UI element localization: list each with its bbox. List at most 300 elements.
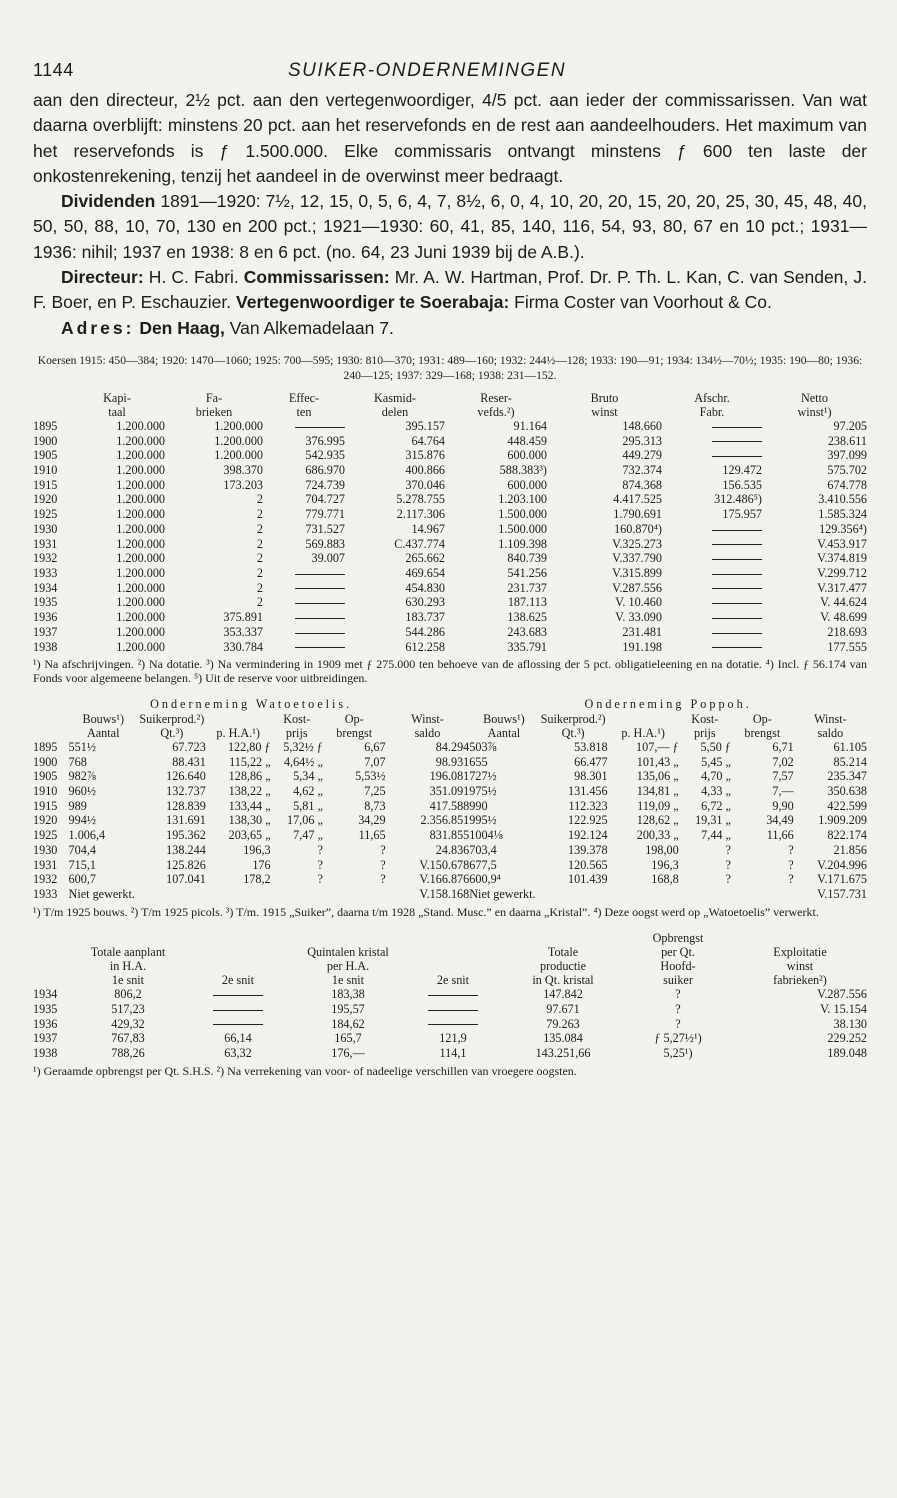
data-cell: 115,22 „ — [229, 754, 271, 769]
dash-mark — [295, 588, 345, 589]
table-row — [33, 858, 867, 873]
column-header: Op- — [344, 711, 364, 726]
data-cell — [263, 595, 345, 610]
data-cell: 14.967 — [411, 521, 445, 536]
data-cell — [662, 537, 762, 552]
column-header: Op- — [752, 711, 772, 726]
production-table — [33, 931, 867, 1061]
table-row — [33, 843, 867, 858]
table-row — [33, 492, 867, 507]
year-cell: 1925 — [33, 828, 58, 843]
data-cell: 238.611 — [827, 433, 867, 448]
column-header: Kost- — [283, 711, 311, 726]
column-header: brieken — [195, 404, 233, 419]
data-cell: 1.500.000 — [498, 521, 547, 536]
data-cell: V.171.675 — [817, 872, 867, 887]
data-cell: 2 — [256, 580, 263, 595]
data-cell: 541.256 — [507, 566, 547, 580]
table-row — [33, 566, 867, 581]
data-cell: 5.278.755 — [396, 492, 445, 507]
year-cell: 1931 — [33, 857, 58, 872]
data-cell: 1.109.398 — [498, 536, 547, 551]
data-cell: 5,45 „ — [701, 754, 731, 769]
data-cell: 398.370 — [223, 463, 263, 478]
data-cell: 600.000 — [507, 448, 547, 463]
data-cell: 196,3 — [651, 857, 679, 872]
data-cell — [662, 610, 762, 625]
dash-mark — [295, 647, 345, 648]
table-row — [33, 581, 867, 596]
column-header: Suikerprod.²) — [139, 711, 205, 726]
data-cell: 4,64½ „ — [283, 754, 323, 769]
data-cell: V. 10.460 — [615, 595, 662, 610]
column-header: productie — [539, 959, 587, 974]
data-cell: ? — [725, 857, 731, 872]
data-cell: 1.203.100 — [498, 492, 547, 507]
data-cell: 129.472 — [722, 463, 762, 478]
data-cell: 400.866 — [405, 463, 445, 478]
dash-mark — [712, 603, 762, 604]
data-cell: 147.842 — [543, 987, 583, 1002]
year-cell: 1932 — [33, 872, 58, 887]
data-cell — [608, 887, 679, 902]
data-cell: 128,86 „ — [228, 769, 271, 784]
data-cell: V.150.678 — [419, 857, 470, 872]
column-header: Fabr. — [699, 404, 725, 419]
table-row — [33, 1046, 867, 1061]
data-cell: 295.313 — [622, 433, 662, 448]
dash-mark — [295, 633, 345, 634]
data-cell: 544.286 — [405, 624, 445, 639]
header-row — [33, 405, 867, 419]
data-cell: 85.214 — [833, 754, 867, 769]
year-cell: 1935 — [33, 595, 58, 610]
year-cell: 1934 — [33, 580, 58, 595]
data-cell: 122.925 — [568, 813, 608, 828]
data-cell: 4,33 „ — [701, 784, 731, 799]
dash-mark — [295, 603, 345, 604]
column-header — [403, 931, 503, 945]
data-cell — [263, 625, 345, 640]
data-cell: 715,1 — [68, 857, 96, 872]
dash-mark — [712, 456, 762, 457]
column-header: Kapi- — [103, 390, 131, 405]
data-cell: 731.527 — [305, 521, 345, 536]
header-row — [33, 945, 867, 959]
data-cell: 229.252 — [827, 1031, 867, 1046]
data-cell: 114,1 — [439, 1045, 467, 1060]
table-row — [33, 478, 867, 493]
data-cell: ? — [317, 857, 323, 872]
data-cell: 235.347 — [827, 769, 867, 784]
data-cell: 449.279 — [622, 448, 662, 463]
data-cell: 1.200.000 — [214, 418, 263, 433]
data-cell: ? — [725, 842, 731, 857]
data-cell: 101,43 „ — [636, 754, 679, 769]
data-cell — [138, 887, 206, 902]
column-header — [33, 712, 69, 726]
column-header: Effec- — [288, 390, 320, 405]
data-cell: 97.671 — [546, 1001, 580, 1016]
data-cell: 265.662 — [405, 551, 445, 566]
data-cell: 66.477 — [574, 754, 608, 769]
column-header: Bouws¹) — [82, 711, 125, 726]
director-label: Directeur: — [61, 267, 144, 288]
data-cell — [403, 987, 503, 1002]
data-cell: ? — [380, 872, 386, 887]
header-row — [33, 931, 867, 945]
year-cell: 1935 — [33, 1001, 58, 1016]
data-cell: 107.041 — [166, 872, 206, 887]
data-cell: 994½ — [68, 813, 96, 828]
data-cell — [183, 1017, 293, 1032]
year-cell: 1936 — [33, 1016, 58, 1031]
year-cell: 1920 — [33, 813, 58, 828]
data-cell: 195,57 — [331, 1001, 365, 1016]
data-cell: 375.891 — [223, 610, 263, 625]
data-cell: 183,38 — [331, 987, 365, 1002]
column-header: Hoofd- — [660, 959, 696, 974]
paragraph-directors — [33, 265, 867, 316]
column-header: p. H.A.¹) — [621, 725, 665, 740]
data-cell: 703,4 — [469, 842, 497, 857]
header-row — [33, 959, 867, 973]
data-cell: 806,2 — [114, 987, 142, 1002]
column-header: Qt.³) — [561, 725, 585, 740]
dash-mark — [428, 1024, 478, 1025]
data-cell: 727½ — [469, 769, 497, 784]
column-header — [33, 959, 73, 973]
year-cell: 1925 — [33, 507, 58, 522]
table-row — [33, 799, 867, 814]
year-cell: 1900 — [33, 754, 58, 769]
data-cell: 6,67 — [364, 739, 386, 754]
data-cell: 1.200.000 — [116, 595, 165, 610]
data-cell — [323, 887, 386, 902]
dash-mark — [213, 1010, 263, 1011]
column-header: Kasmid- — [374, 390, 416, 405]
data-cell: 128,62 „ — [636, 813, 679, 828]
data-cell — [263, 419, 345, 434]
data-cell — [662, 419, 762, 434]
data-cell: V.453.917 — [817, 536, 867, 551]
data-cell: 97.205 — [833, 418, 867, 433]
data-cell: 122,80 ƒ — [227, 739, 271, 754]
data-cell — [539, 887, 608, 902]
data-cell: 183.737 — [405, 610, 445, 625]
data-cell: 1.200.000 — [116, 507, 165, 522]
column-header: ten — [296, 404, 312, 419]
data-cell — [662, 625, 762, 640]
header-row — [33, 712, 867, 726]
data-cell: 960½ — [68, 784, 96, 799]
data-cell: 503⅞ — [469, 739, 497, 754]
address-city: Den Haag, — [139, 317, 225, 338]
data-cell: 9,90 — [772, 798, 794, 813]
data-cell: 569.883 — [305, 536, 345, 551]
data-cell: 2 — [256, 507, 263, 522]
column-header: Bouws¹) — [483, 711, 525, 726]
data-cell: 1.500.000 — [498, 507, 547, 522]
data-cell: 3.410.556 — [818, 492, 867, 507]
data-cell: 315.876 — [405, 448, 445, 463]
data-cell: 64.764 — [411, 433, 445, 448]
column-header — [293, 931, 403, 945]
data-cell: 686.970 — [305, 463, 345, 478]
column-header — [206, 712, 271, 726]
stock-prices: Koersen 1915: 450—384; 1920: 1470—1060; 1925: 700—595; 1930: 810—370; 1931: 489—160; 1932: 244½—128; 1933: 190—91; 1934: 134½—70½; 1935: 190—80; 1936: 240—125; 1937: 329—168; 1938: 231—152. — [37, 353, 863, 382]
dash-mark — [712, 441, 762, 442]
data-cell: 779.771 — [305, 507, 345, 522]
data-cell: 5,34 „ — [293, 769, 323, 784]
column-header: Aantal — [487, 725, 521, 740]
table-row — [33, 463, 867, 478]
data-cell: 1.200.000 — [116, 433, 165, 448]
data-cell: 1004⅛ — [469, 828, 503, 843]
data-cell: 38.130 — [833, 1016, 867, 1031]
data-cell: 196,3 — [243, 842, 271, 857]
column-header: saldo — [817, 725, 844, 740]
data-cell — [183, 987, 293, 1002]
table-row — [33, 1031, 867, 1046]
dash-mark — [295, 427, 345, 428]
data-cell: ? — [725, 872, 731, 887]
column-header — [73, 931, 183, 945]
year-cell: 1910 — [33, 784, 58, 799]
data-cell: 189.048 — [827, 1045, 867, 1060]
header-row — [33, 726, 867, 740]
data-cell: ? — [380, 857, 386, 872]
table-row — [33, 784, 867, 799]
column-header: Totale aanplant — [90, 945, 166, 960]
paragraph-statutes: aan den directeur, 2½ pct. aan den vertegenwoordiger, 4/5 pct. aan ieder der commissarissen. Van wat daarna overblijft: minstens 20 pct. aan het reservefonds en de rest aan aandeelhouders. Het maximum van het reservefonds is ƒ 1.500.000. Elke commissaris ontvangt minstens ƒ 600 ten laste der onkostenrekening, tenzij het aandeel in de overwinst meer bedraagt. — [33, 90, 867, 186]
data-cell — [263, 566, 345, 581]
column-header: Winst- — [411, 711, 444, 726]
data-cell: 469.654 — [405, 566, 445, 580]
data-cell: 5,53½ — [355, 769, 386, 784]
section-title-left: Onderneming Watoetoelis. — [150, 697, 353, 712]
column-header: Totale — [547, 945, 579, 960]
data-cell — [662, 448, 762, 463]
paragraph-address — [33, 316, 867, 341]
table-row — [33, 755, 867, 770]
dash-mark — [213, 995, 263, 996]
data-cell: V.287.556 — [817, 987, 867, 1002]
column-header: Netto — [800, 390, 829, 405]
column-header: in Qt. kristal — [532, 973, 594, 988]
data-cell: V.158.168 — [419, 886, 470, 901]
data-cell: 612.258 — [405, 639, 445, 654]
data-cell — [662, 595, 762, 610]
data-cell: 218.693 — [827, 624, 867, 639]
table-title-row — [33, 697, 867, 712]
data-cell: 4.417.525 — [613, 492, 662, 507]
year-cell: 1931 — [33, 536, 58, 551]
column-header: Opbrengst — [652, 931, 704, 946]
data-cell: 135,06 „ — [636, 769, 679, 784]
data-cell: 176,— — [331, 1045, 365, 1060]
data-cell: 139.378 — [568, 842, 608, 857]
data-cell: 454.830 — [405, 580, 445, 595]
column-header: prijs — [694, 725, 716, 740]
data-cell: 397.099 — [827, 448, 867, 463]
commissioners-label: Commissarissen: — [243, 267, 390, 288]
data-cell: 1.790.691 — [613, 507, 662, 522]
address-text: Van Alkemadelaan 7. — [224, 317, 394, 338]
data-cell: 1.200.000 — [116, 624, 165, 639]
year-cell: 1938 — [33, 639, 58, 654]
data-cell: 200,33 „ — [636, 828, 679, 843]
data-cell: 178,2 — [243, 872, 271, 887]
data-cell: 138.625 — [507, 610, 547, 625]
data-cell: 148.660 — [622, 418, 662, 433]
data-cell: 67.723 — [172, 739, 206, 754]
table-row — [33, 537, 867, 552]
data-cell: 542.935 — [305, 448, 345, 463]
data-cell: 126.640 — [166, 769, 206, 784]
data-cell: 575.702 — [827, 463, 867, 478]
dash-mark — [712, 588, 762, 589]
year-cell: 1915 — [33, 477, 58, 492]
year-cell: 1915 — [33, 798, 58, 813]
data-cell: 2 — [256, 492, 263, 507]
data-cell: 53.818 — [574, 739, 608, 754]
section-title-right: Onderneming Poppoh. — [584, 697, 752, 712]
dash-mark — [428, 1010, 478, 1011]
column-header: 1e snit — [331, 973, 365, 988]
data-cell: 975½ — [469, 784, 497, 799]
data-cell — [263, 640, 345, 655]
data-cell: 131.691 — [166, 813, 206, 828]
year-cell: 1936 — [33, 610, 58, 625]
data-cell: ƒ 5,27½¹) — [654, 1031, 702, 1046]
column-header: Bruto — [590, 390, 619, 405]
data-cell: 7,57 — [772, 769, 794, 784]
data-cell: 677,5 — [469, 857, 497, 872]
data-cell: 600,9⁴ — [469, 872, 501, 887]
column-header — [33, 973, 73, 987]
data-cell: 2 — [256, 521, 263, 536]
year-cell: 1920 — [33, 492, 58, 507]
column-header: brengst — [744, 725, 781, 740]
data-cell: 768 — [68, 754, 87, 769]
data-cell: 133,44 „ — [228, 798, 271, 813]
table-row — [33, 551, 867, 566]
column-header: winst¹) — [797, 404, 832, 419]
column-header: Winst- — [814, 711, 847, 726]
data-cell: 63,32 — [224, 1045, 252, 1060]
data-cell: 7,44 „ — [701, 828, 731, 843]
data-cell: 353.337 — [223, 624, 263, 639]
data-cell: 732.374 — [622, 463, 662, 478]
table-row — [33, 610, 867, 625]
data-cell — [403, 1002, 503, 1017]
column-header: Reser- — [480, 390, 512, 405]
data-cell: 840.739 — [507, 551, 547, 566]
body-text — [33, 88, 867, 341]
data-cell: 5,81 „ — [293, 798, 323, 813]
data-cell: V. 33.090 — [615, 610, 662, 625]
data-cell: 192.124 — [568, 828, 608, 843]
dash-mark — [712, 574, 762, 575]
data-cell: 176 — [252, 857, 271, 872]
dividends-text: 1891—1920: 7½, 12, 15, 0, 5, 6, 4, 7, 8½, 6, 0, 4, 10, 20, 20, 15, 20, 20, 25, 30, 45, 48, 40, 50, 50, 88, 10, 70, 130 en 200 pct.; 1921—1930: 60, 41, 85, 140, 116, 54, 93, 80, 67 en 10 pct.; 1931—1936: nihil; 1937 en 1938: 8 en 6 pct. (no. 64, 23 Juni 1939 bij de A.B.). — [33, 191, 867, 262]
table-row — [33, 640, 867, 655]
data-cell: 1.200.000 — [116, 580, 165, 595]
data-cell: V.325.273 — [612, 536, 662, 551]
data-cell: V.287.556 — [612, 580, 662, 595]
data-cell: 7,— — [772, 784, 794, 799]
column-header: brengst — [336, 725, 373, 740]
data-cell: 138,30 „ — [228, 813, 271, 828]
data-cell: V.317.477 — [817, 580, 867, 595]
data-cell: 2 — [256, 595, 263, 610]
dash-mark — [712, 544, 762, 545]
table-row — [33, 434, 867, 449]
column-header: prijs — [285, 725, 308, 740]
data-cell: ? — [788, 872, 794, 887]
data-cell: 177.555 — [827, 639, 867, 654]
data-cell: 134,81 „ — [636, 784, 679, 799]
data-cell: 351.091 — [429, 784, 470, 799]
data-cell: 128.839 — [166, 798, 206, 813]
column-header: 2e snit — [436, 973, 470, 988]
column-header: Quintalen kristal — [307, 945, 389, 960]
data-cell: 1.585.324 — [818, 507, 867, 522]
dash-mark — [712, 427, 762, 428]
data-cell: 1.200.000 — [214, 433, 263, 448]
data-cell: Niet gewerkt. — [68, 886, 135, 901]
data-cell: 2 — [256, 536, 263, 551]
data-cell: V.337.790 — [612, 551, 662, 566]
column-header: Suikerprod.²) — [540, 711, 606, 726]
data-cell: 119,09 „ — [637, 798, 679, 813]
column-header: winst — [786, 959, 814, 974]
column-header: in H.A. — [109, 959, 147, 974]
data-cell: ? — [675, 1016, 681, 1031]
plantation-table-notes: ¹) T/m 1925 bouws. ²) T/m 1925 picols. ³) T/m. 1915 „Suiker”, daarna t/m 1928 „Stand. Musc.” en daarna „Kristal”. ⁴) Deze oogst werd op „Watoetoelis” verwerkt. — [33, 904, 819, 919]
data-cell: 129.356⁴) — [819, 521, 867, 536]
column-header: 1e snit — [111, 973, 145, 988]
data-cell: 982⅞ — [68, 769, 96, 784]
data-cell: 132.737 — [166, 784, 206, 799]
dash-mark — [295, 574, 345, 575]
column-header: Fa- — [205, 390, 223, 405]
year-cell: 1895 — [33, 739, 58, 754]
data-cell: 160.870⁴) — [614, 521, 662, 536]
data-cell: 156.535 — [722, 477, 762, 492]
year-cell: 1895 — [33, 418, 58, 433]
data-cell: 196.081 — [429, 769, 470, 784]
data-cell — [662, 640, 762, 655]
data-cell: 370.046 — [405, 477, 445, 492]
data-cell — [679, 887, 731, 902]
year-cell: 1930 — [33, 521, 58, 536]
data-cell: 1.200.000 — [116, 566, 165, 580]
data-cell: 1.200.000 — [116, 551, 165, 566]
address-label: Adres: — [61, 317, 135, 338]
data-cell — [206, 887, 271, 902]
data-cell: 17,06 „ — [286, 813, 323, 828]
page — [33, 60, 867, 1090]
data-cell: 989 — [68, 798, 87, 813]
data-cell: 1.200.000 — [214, 448, 263, 463]
data-cell: 131.456 — [568, 784, 608, 799]
data-cell: 203,65 „ — [228, 828, 271, 843]
column-header: per Qt. — [661, 945, 695, 960]
data-cell: 88.431 — [172, 754, 206, 769]
data-cell: 101.439 — [568, 872, 608, 887]
